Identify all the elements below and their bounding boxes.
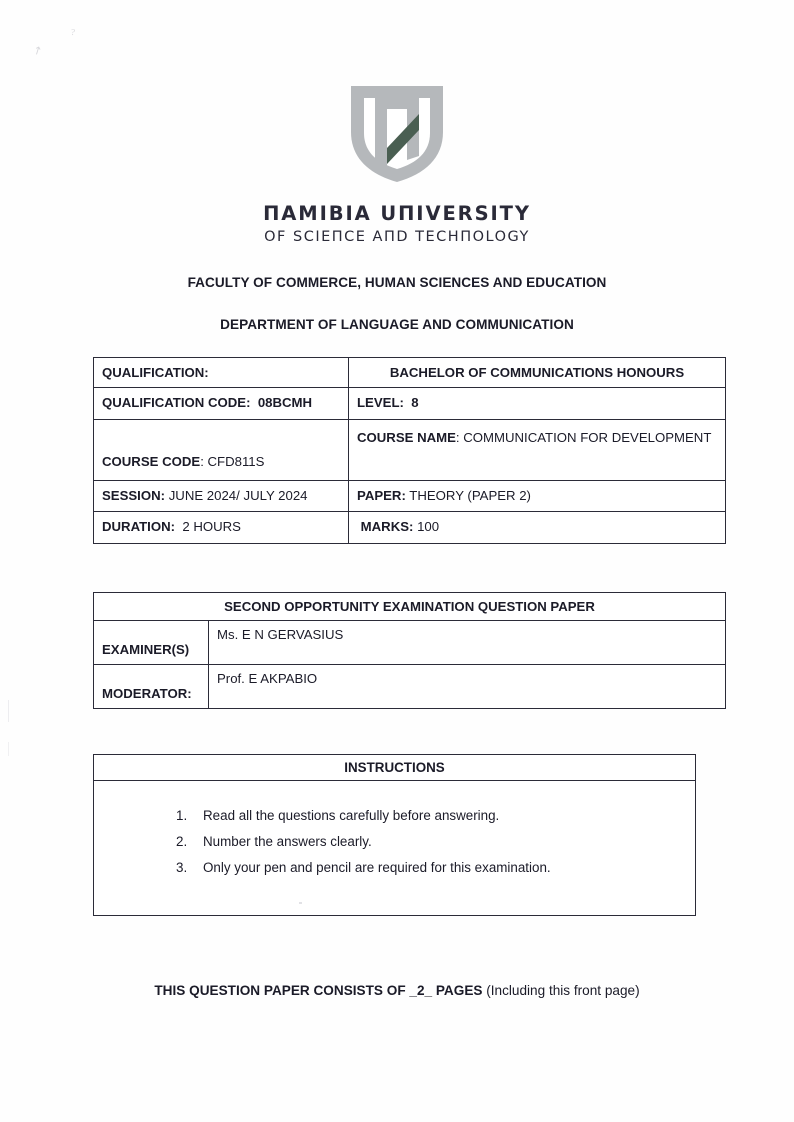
paper-label: PAPER:: [357, 487, 406, 503]
table-row: [94, 388, 726, 419]
page-count-bold: THIS QUESTION PAPER CONSISTS OF _2_ PAGES: [154, 983, 483, 998]
department-heading: DEPARTMENT OF LANGUAGE AND COMMUNICATION: [220, 317, 574, 332]
instructions-heading: INSTRUCTIONS: [94, 755, 695, 781]
scan-artifact-speck: [299, 902, 302, 904]
scan-artifact-mark: ↗: [30, 43, 45, 59]
moderator-label: MODERATOR:: [94, 665, 209, 709]
list-item: [176, 829, 695, 855]
page-count-light: (Including this front page): [482, 983, 640, 998]
marks-cell: [349, 512, 726, 543]
table-row: [94, 621, 726, 665]
moderator-value: Prof. E AKPABIO: [209, 665, 726, 709]
course-code-label: COURSE CODE: [102, 454, 201, 470]
university-name-line-2: OF SCIEПCE AПD TECHПOLOGY: [264, 229, 530, 246]
examiner-label: EXAMINER(S): [94, 621, 209, 665]
paper-value: THEORY (PAPER 2): [409, 487, 531, 503]
instructions-body: [94, 781, 695, 915]
course-name-value: : COMMUNICATION FOR DEVELOPMENT: [455, 429, 712, 445]
instruction-text: Only your pen and pencil are required for this examination.: [203, 859, 551, 875]
table-row: [94, 480, 726, 511]
duration-cell: [94, 512, 349, 543]
nust-logo: [0, 84, 794, 184]
table-row: [94, 358, 726, 388]
qualification-code-cell: [94, 388, 349, 419]
qualification-label-cell: [94, 358, 349, 388]
marks-label: MARKS:: [360, 519, 414, 535]
course-code-cell: [94, 419, 349, 480]
exam-paper-title: SECOND OPPORTUNITY EXAMINATION QUESTION PAPER: [94, 593, 726, 621]
level-value: 8: [411, 395, 419, 411]
examiner-value: Ms. E N GERVASIUS: [209, 621, 726, 665]
table-row: [94, 665, 726, 709]
university-wordmark: [0, 203, 794, 247]
qualification-code-value: 08BCMH: [257, 395, 313, 411]
university-name-line-1: ПAMIBIA UПIVERSITY: [263, 202, 531, 225]
instructions-box: [93, 754, 696, 916]
scan-artifact-mark: ?: [70, 26, 76, 38]
qualification-label: QUALIFICATION:: [102, 365, 209, 380]
table-row: [94, 512, 726, 543]
qualification-table: [93, 357, 726, 544]
session-cell: [94, 480, 349, 511]
instruction-text: Read all the questions carefully before answering.: [203, 808, 500, 823]
course-name-label: COURSE NAME: [357, 429, 456, 445]
table-row: [94, 593, 726, 621]
marks-value: 100: [417, 519, 440, 535]
list-item: [176, 803, 695, 829]
table-row: [94, 419, 726, 480]
scan-artifact-edge: [8, 742, 9, 756]
nust-shield-logo: [345, 84, 449, 184]
list-item: [176, 855, 695, 881]
instruction-number: 3.: [176, 859, 188, 875]
instructions-list: [94, 803, 695, 881]
examiner-table: [93, 592, 726, 709]
duration-value: 2 HOURS: [182, 519, 241, 535]
duration-label: DURATION:: [102, 519, 176, 535]
session-label: SESSION:: [102, 487, 166, 503]
course-name-cell: [349, 419, 726, 480]
faculty-heading: FACULTY OF COMMERCE, HUMAN SCIENCES AND EDUCATION: [187, 275, 607, 290]
instruction-number: 1.: [176, 808, 188, 823]
instruction-text: Number the answers clearly.: [203, 833, 372, 849]
level-label: LEVEL:: [357, 395, 404, 411]
course-code-value: : CFD811S: [200, 454, 265, 470]
level-cell: [349, 388, 726, 419]
scan-artifact-edge: [8, 700, 9, 722]
session-value: JUNE 2024/ JULY 2024: [168, 487, 308, 503]
instruction-number: 2.: [176, 833, 188, 849]
qualification-code-label: QUALIFICATION CODE:: [102, 395, 251, 411]
paper-cell: [349, 480, 726, 511]
qualification-value-cell: BACHELOR OF COMMUNICATIONS HONOURS: [349, 358, 726, 388]
page-count-note: [0, 983, 794, 998]
